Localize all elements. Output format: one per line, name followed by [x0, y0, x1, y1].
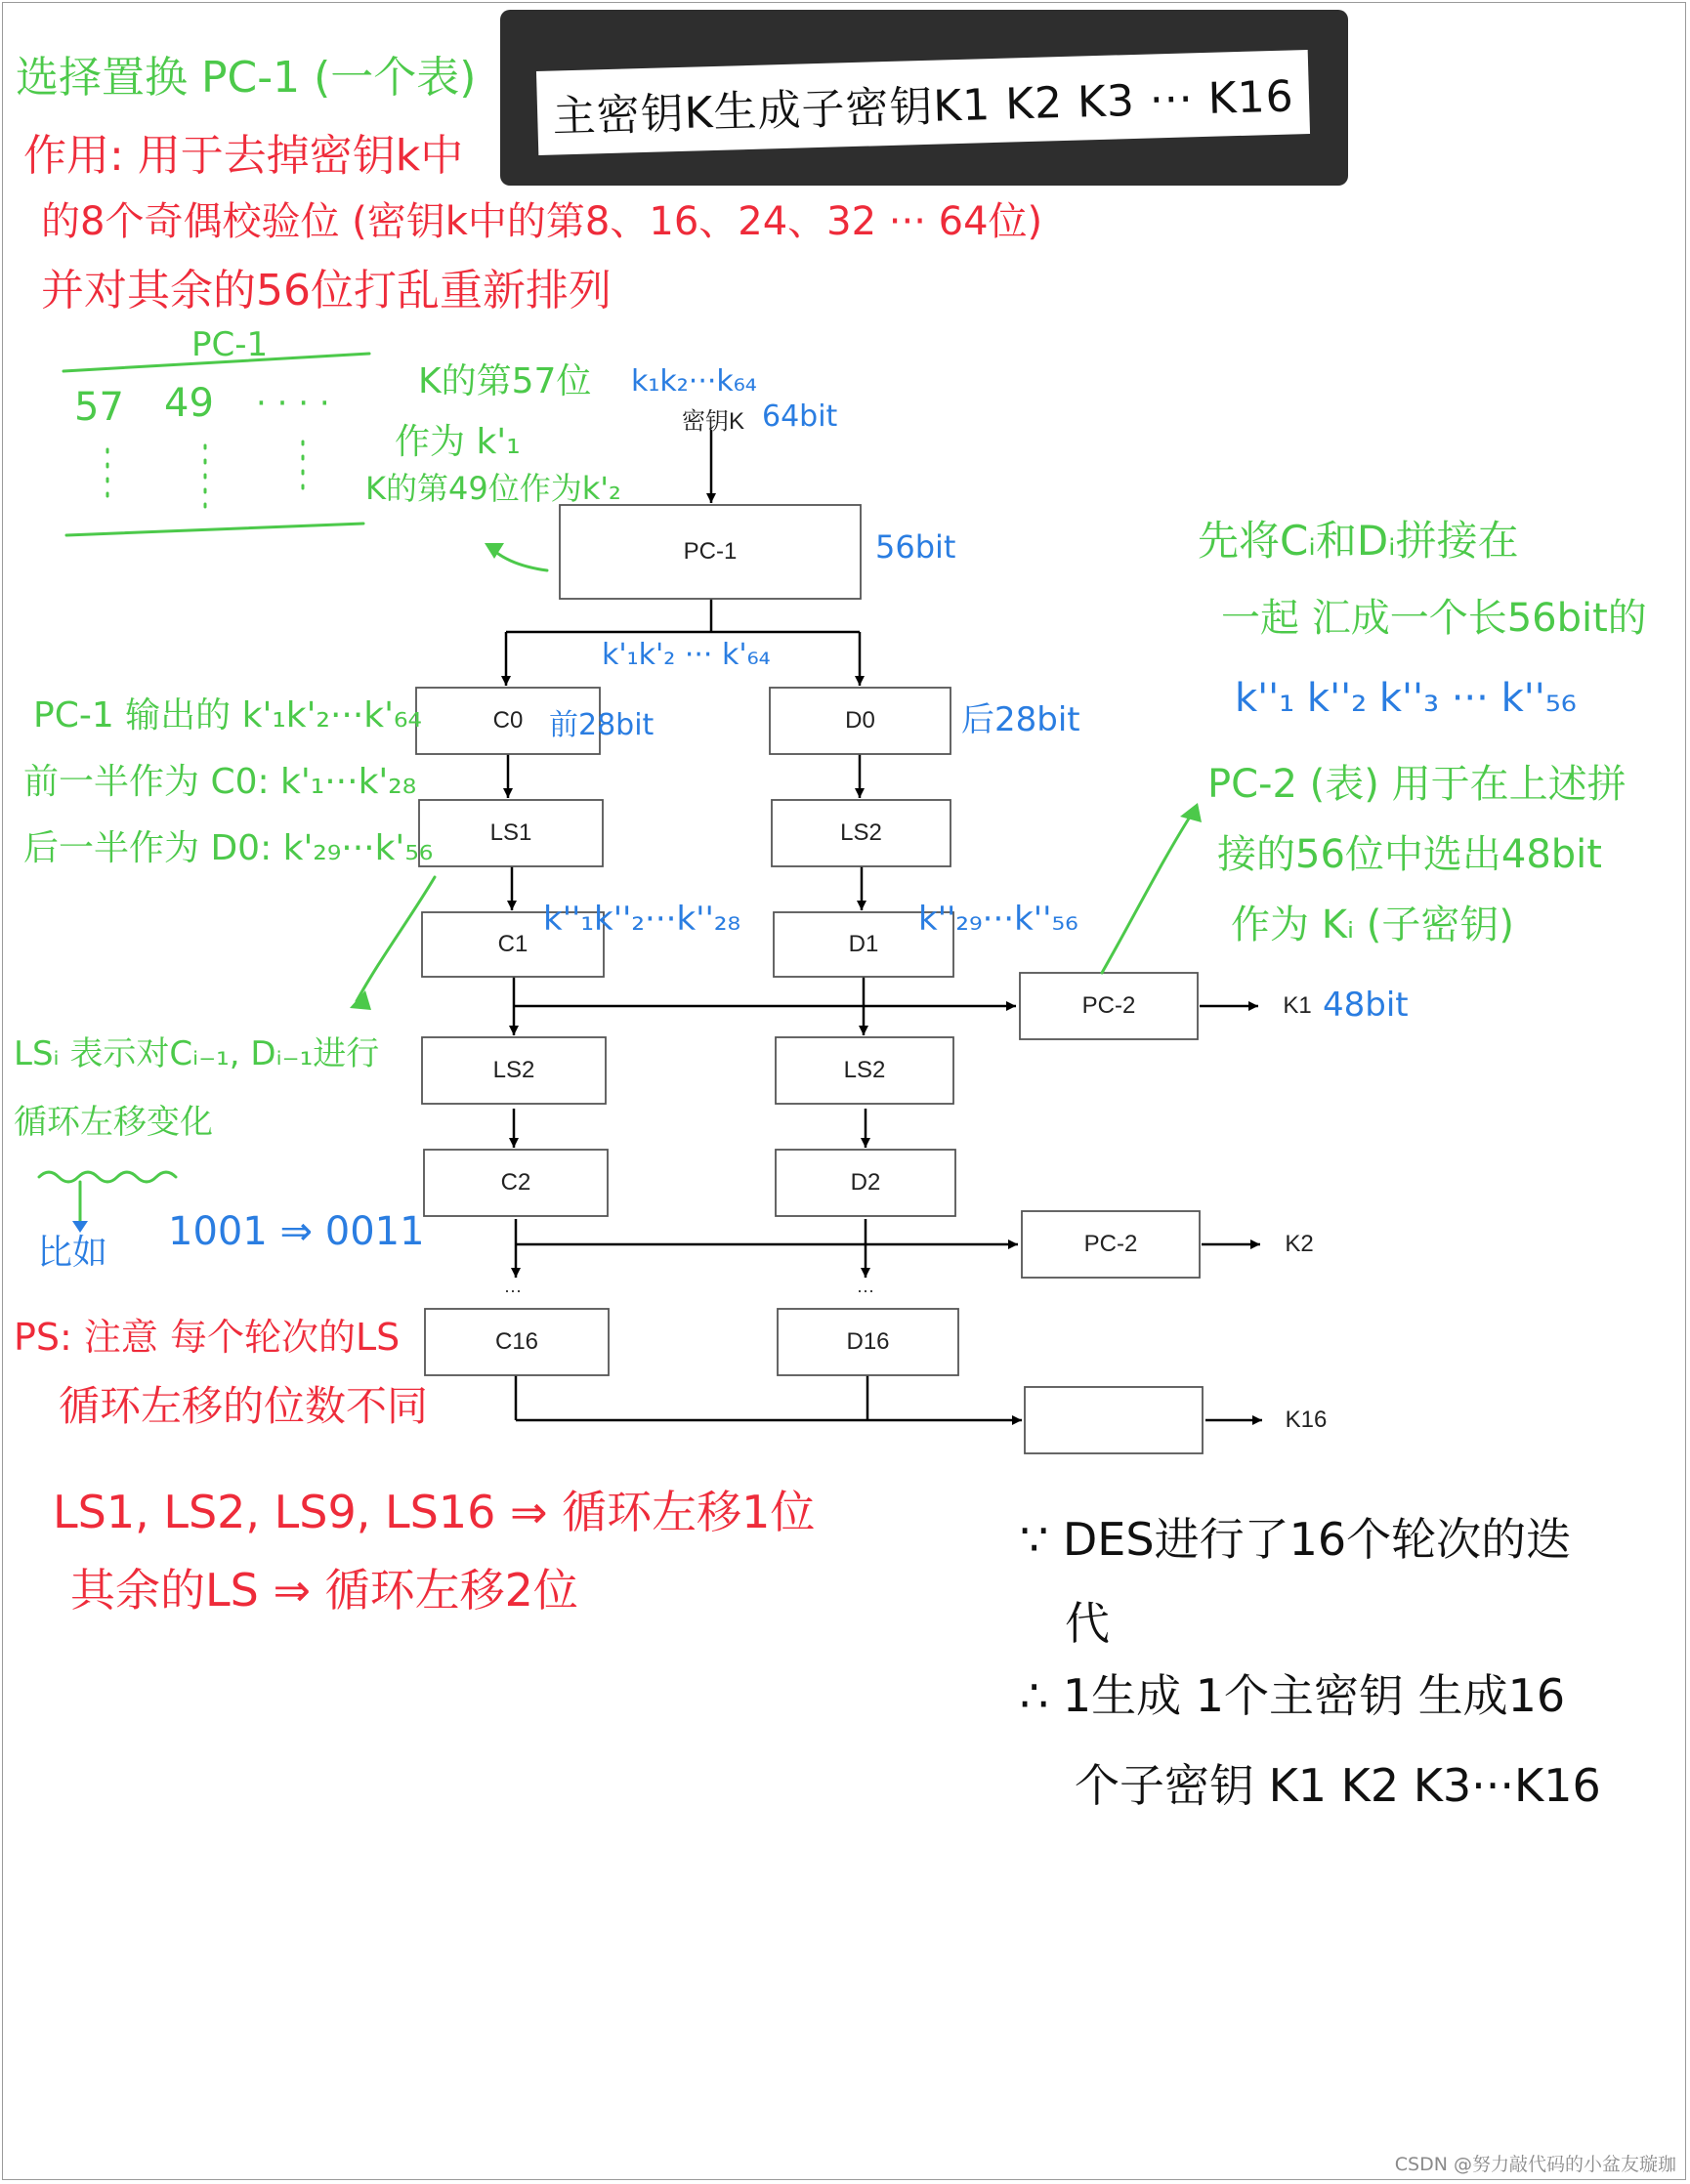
c1-bits: k''₁k''₂···k''₂₈ [543, 900, 741, 939]
pc1-purpose-3: 并对其余的56位打乱重新排列 [41, 266, 612, 315]
pc1-heading: 选择置换 PC-1 (一个表) [16, 53, 477, 103]
ls1-right-label: LS2 [840, 819, 882, 846]
concat-bits: k''₁ k''₂ k''₃ ··· k''₅₆ [1235, 676, 1577, 721]
d0-back-28bit: 后28bit [961, 700, 1080, 739]
example-label: 比如 [37, 1233, 108, 1273]
c1-label: C1 [497, 931, 528, 957]
ps-note-2: 循环左移的位数不同 [59, 1382, 429, 1430]
concat-note-1: 先将Cᵢ和Dᵢ拼接在 [1198, 517, 1519, 565]
split-note-3: 后一半作为 D0: k'₂₉···k'₅₆ [23, 828, 434, 868]
pc1-table-first: 57 [74, 385, 124, 430]
shift-rule-1: LS1, LS2, LS9, LS16 ⇒ 循环左移1位 [53, 1486, 816, 1538]
split-note-1: PC-1 输出的 k'₁k'₂···k'₆₄ [33, 695, 422, 735]
d0-label: D0 [845, 707, 875, 734]
arrow-pc2-note-head [1180, 803, 1202, 822]
split-bits: k'₁k'₂ ··· k'₆₄ [602, 638, 771, 672]
pc1-table-second: 49 [164, 381, 214, 426]
pc2-2-label: PC-2 [1083, 1231, 1138, 1257]
pc1-table-dots: · · · · [256, 384, 330, 423]
ls-note-2: 循环左移变化 [14, 1103, 213, 1142]
pc1-purpose-1: 作用: 用于去掉密钥k中 [23, 131, 464, 181]
c0-label: C0 [492, 707, 524, 734]
c2-label: C2 [500, 1169, 531, 1196]
pc2-note-1: PC-2 (表) 用于在上述拼 [1207, 762, 1627, 807]
dots-right: ··· [857, 1280, 874, 1300]
d1-label: D1 [848, 931, 879, 957]
ps-note-1: PS: 注意 每个轮次的LS [14, 1316, 401, 1359]
ls2-left-label: LS2 [492, 1057, 535, 1083]
k57-note-1: K的第57位 [418, 361, 592, 401]
d2-label: D2 [850, 1169, 881, 1196]
pc2-note-3: 作为 Kᵢ (子密钥) [1231, 903, 1515, 947]
key-64bit: 64bit [762, 399, 838, 434]
pc1-label: PC-1 [683, 538, 738, 565]
watermark: CSDN @努力敲代码的小盆友璇珈 [1394, 2154, 1676, 2175]
ls1-left-label: LS1 [489, 819, 532, 846]
pc1-purpose-2: 的8个奇偶校验位 (密钥k中的第8、16、24、32 ··· 64位) [41, 199, 1043, 244]
pc1-table-bottom-line [66, 524, 363, 535]
ls-note-1: LSᵢ 表示对Cᵢ₋₁, Dᵢ₋₁进行 [14, 1034, 380, 1073]
k1-48bit: 48bit [1323, 986, 1409, 1025]
pc1-56bit: 56bit [875, 528, 956, 566]
k1-label: K1 [1283, 992, 1312, 1019]
concat-note-2: 一起 汇成一个长56bit的 [1221, 596, 1647, 641]
pc2-note-2: 接的56位中选出48bit [1217, 832, 1602, 877]
k16-label: K16 [1285, 1407, 1328, 1433]
c0-front-28bit: 前28bit [549, 708, 655, 742]
arrow-pc2-note [1102, 811, 1194, 973]
d1-bits: k''₂₉···k''₅₆ [918, 900, 1078, 939]
arrow-example [39, 1172, 176, 1182]
split-note-2: 前一半作为 C0: k'₁···k'₂₈ [23, 762, 417, 802]
c16-label: C16 [494, 1328, 539, 1355]
des-note-4: 个子密钥 K1 K2 K3···K16 [1075, 1759, 1601, 1812]
key-k-label: 密钥K [681, 407, 744, 435]
example-value: 1001 ⇒ 0011 [168, 1209, 425, 1254]
k57-note-2: 作为 k'₁ [395, 422, 521, 462]
des-note-3: ∴ 1生成 1个主密钥 生成16 [1020, 1669, 1566, 1722]
d16-label: D16 [846, 1328, 890, 1355]
k2-label: K2 [1285, 1231, 1314, 1257]
key-bits-top: k₁k₂···k₆₄ [631, 364, 757, 399]
shift-rule-2: 其余的LS ⇒ 循环左移2位 [70, 1564, 578, 1617]
des-note-2: 代 [1065, 1597, 1110, 1650]
ls2-right-label: LS2 [843, 1057, 886, 1083]
pc1-table-title: PC-1 [191, 325, 269, 364]
k49-note: K的第49位作为k'₂ [365, 470, 621, 507]
dots-left: ··· [504, 1280, 522, 1300]
pc2-1-label: PC-2 [1081, 992, 1136, 1019]
page-title: 主密钥K生成子密钥K1 K2 K3 ··· K16 [536, 50, 1310, 155]
pc2-16-label [1025, 1387, 1203, 1453]
des-note-1: ∵ DES进行了16个轮次的迭 [1020, 1513, 1572, 1566]
